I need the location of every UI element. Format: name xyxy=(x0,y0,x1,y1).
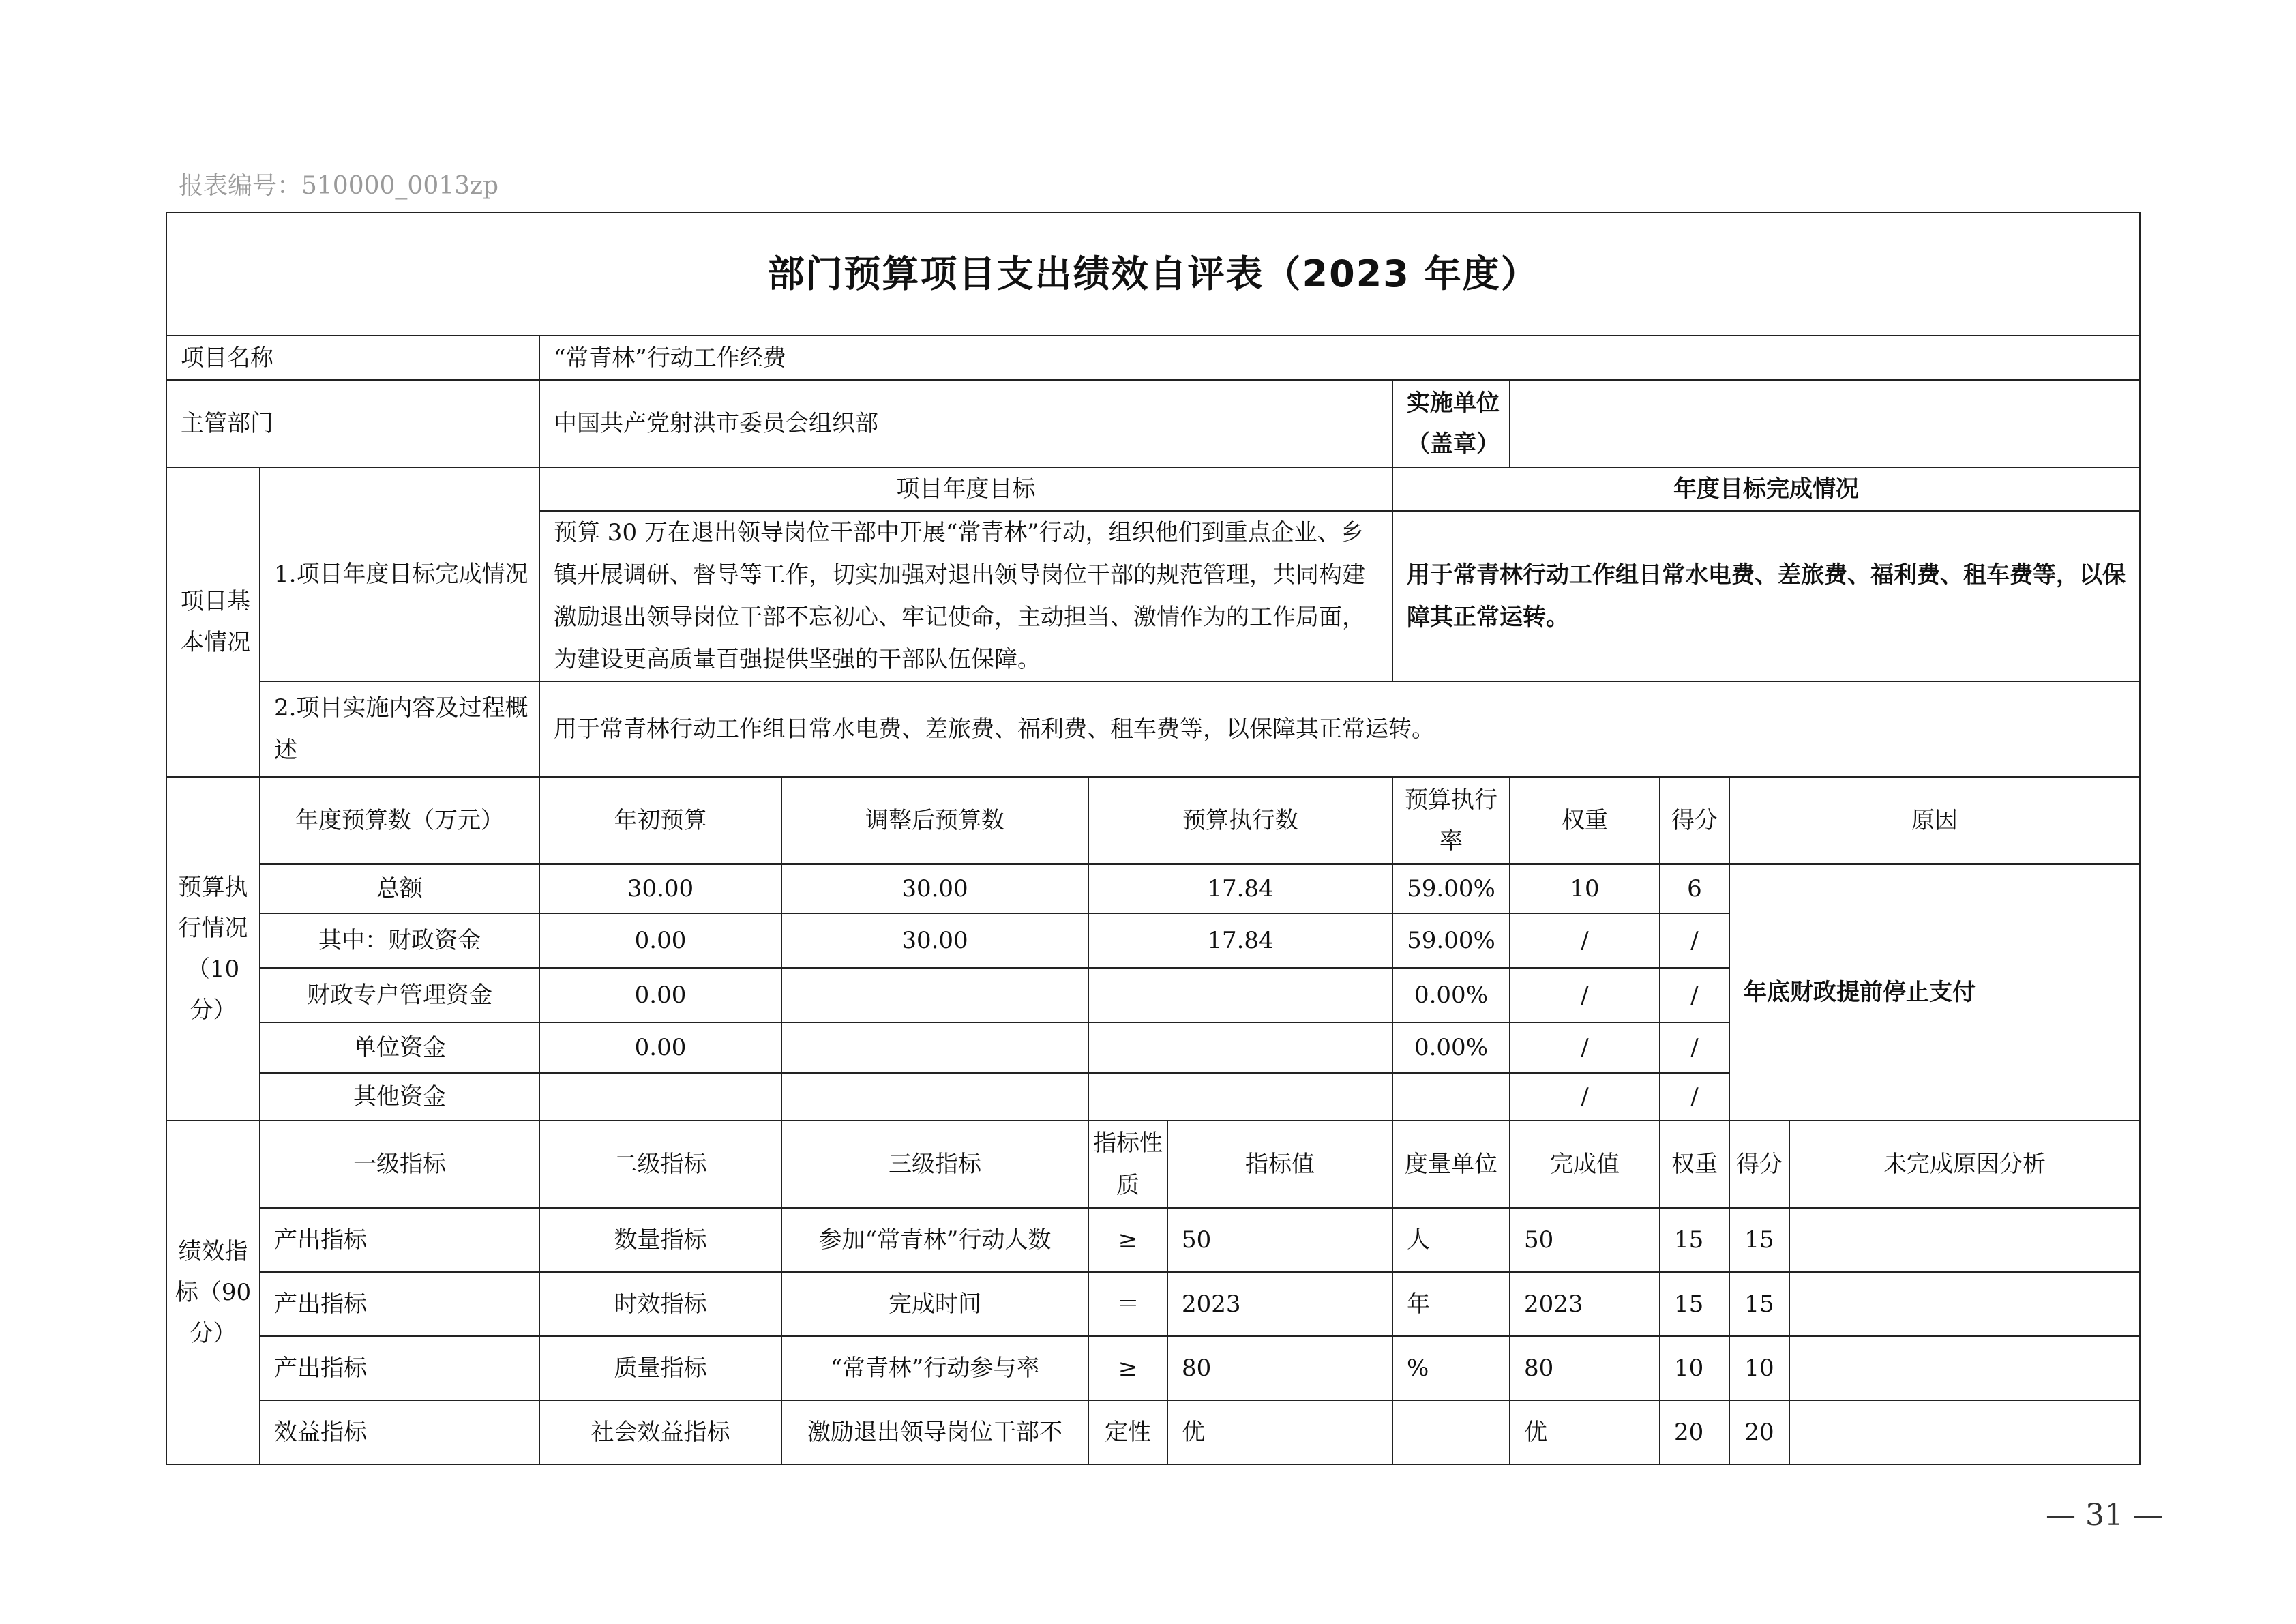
perf-row-done: 80 xyxy=(1510,1336,1660,1400)
budget-reason-value: 年底财政提前停止支付 xyxy=(1729,864,2140,1121)
budget-header-adjusted: 调整后预算数 xyxy=(781,777,1088,864)
perf-row-value: 80 xyxy=(1167,1336,1392,1400)
budget-row-score: / xyxy=(1660,968,1729,1022)
perf-row-nature: 定性 xyxy=(1088,1400,1167,1464)
budget-row-rate: 59.00% xyxy=(1392,913,1510,968)
perf-row-l2: 社会效益指标 xyxy=(539,1400,781,1464)
perf-row-nature: ≥ xyxy=(1088,1208,1167,1272)
budget-header-annual: 年度预算数（万元） xyxy=(260,777,539,864)
page-number: — 31 — xyxy=(2046,1498,2163,1533)
perf-header-done: 完成值 xyxy=(1510,1121,1660,1208)
perf-row-l1: 产出指标 xyxy=(260,1208,539,1272)
perf-row-score: 20 xyxy=(1729,1400,1789,1464)
perf-row-reason xyxy=(1789,1400,2140,1464)
report-number: 报表编号：510000_0013zp xyxy=(179,172,499,200)
perf-row-reason xyxy=(1789,1336,2140,1400)
budget-row-executed: 17.84 xyxy=(1088,913,1392,968)
implementing-unit-value xyxy=(1510,380,2140,467)
annual-target-header: 项目年度目标 xyxy=(539,467,1392,511)
perf-row-value: 优 xyxy=(1167,1400,1392,1464)
perf-row-l1: 效益指标 xyxy=(260,1400,539,1464)
perf-row-l3: 完成时间 xyxy=(781,1272,1088,1336)
budget-row-score: 6 xyxy=(1660,864,1729,913)
budget-row-name: 其中：财政资金 xyxy=(260,913,539,968)
budget-row-adjusted xyxy=(781,968,1088,1022)
perf-row-done: 50 xyxy=(1510,1208,1660,1272)
perf-row-unit: 人 xyxy=(1392,1208,1510,1272)
budget-row-weight: / xyxy=(1510,913,1660,968)
budget-header-reason: 原因 xyxy=(1729,777,2140,864)
budget-header-initial: 年初预算 xyxy=(539,777,781,864)
perf-header-weight: 权重 xyxy=(1660,1121,1729,1208)
perf-row-weight: 20 xyxy=(1660,1400,1729,1464)
perf-row-l2: 数量指标 xyxy=(539,1208,781,1272)
item1-label: 1.项目年度目标完成情况 xyxy=(260,467,539,681)
project-name-label: 项目名称 xyxy=(166,336,539,380)
department-value: 中国共产党射洪市委员会组织部 xyxy=(539,380,1392,467)
basic-situation-label: 项目基本情况 xyxy=(166,467,260,777)
budget-header-executed: 预算执行数 xyxy=(1088,777,1392,864)
budget-row-score: / xyxy=(1660,1073,1729,1121)
performance-label: 绩效指标（90分） xyxy=(166,1121,260,1464)
budget-header-score: 得分 xyxy=(1660,777,1729,864)
budget-row-weight: / xyxy=(1510,1022,1660,1073)
perf-header-reason: 未完成原因分析 xyxy=(1789,1121,2140,1208)
perf-row-l1: 产出指标 xyxy=(260,1336,539,1400)
perf-row-value: 50 xyxy=(1167,1208,1392,1272)
budget-row-initial: 30.00 xyxy=(539,864,781,913)
perf-row-nature: ≥ xyxy=(1088,1336,1167,1400)
budget-row-adjusted xyxy=(781,1022,1088,1073)
budget-row-executed xyxy=(1088,968,1392,1022)
budget-row-initial: 0.00 xyxy=(539,968,781,1022)
perf-row-weight: 15 xyxy=(1660,1272,1729,1336)
budget-row-initial: 0.00 xyxy=(539,913,781,968)
perf-row-l1: 产出指标 xyxy=(260,1272,539,1336)
perf-row-unit xyxy=(1392,1400,1510,1464)
budget-row-initial xyxy=(539,1073,781,1121)
perf-row-unit: 年 xyxy=(1392,1272,1510,1336)
budget-row-name: 单位资金 xyxy=(260,1022,539,1073)
perf-row-value: 2023 xyxy=(1167,1272,1392,1336)
target-completion-header: 年度目标完成情况 xyxy=(1392,467,2140,511)
perf-row-nature: ＝ xyxy=(1088,1272,1167,1336)
department-label: 主管部门 xyxy=(166,380,539,467)
item2-value: 用于常青林行动工作组日常水电费、差旅费、福利费、租车费等，以保障其正常运转。 xyxy=(539,681,2140,777)
budget-row-name: 财政专户管理资金 xyxy=(260,968,539,1022)
item1-completion-text: 用于常青林行动工作组日常水电费、差旅费、福利费、租车费等，以保障其正常运转。 xyxy=(1392,511,2140,681)
item1-target-text: 预算 30 万在退出领导岗位干部中开展“常青林”行动，组织他们到重点企业、乡镇开展调研、督导等工作，切实加强对退出领导岗位干部的规范管理，共同构建激励退出领导岗位干部不忘初心、牢记使命，主动担当、激情作为的工作局面，为建设更高质量百强提供坚强的干部队伍保障。 xyxy=(539,511,1392,681)
budget-header-rate: 预算执行率 xyxy=(1392,777,1510,864)
budget-row-executed xyxy=(1088,1022,1392,1073)
budget-row-score: / xyxy=(1660,913,1729,968)
perf-row-l2: 质量指标 xyxy=(539,1336,781,1400)
budget-row-adjusted: 30.00 xyxy=(781,864,1088,913)
budget-row-executed xyxy=(1088,1073,1392,1121)
budget-row-rate: 59.00% xyxy=(1392,864,1510,913)
budget-row-weight: / xyxy=(1510,968,1660,1022)
perf-row-l2: 时效指标 xyxy=(539,1272,781,1336)
perf-header-value: 指标值 xyxy=(1167,1121,1392,1208)
budget-row-initial: 0.00 xyxy=(539,1022,781,1073)
perf-header-l2: 二级指标 xyxy=(539,1121,781,1208)
budget-row-weight: 10 xyxy=(1510,864,1660,913)
form-title: 部门预算项目支出绩效自评表（2023 年度） xyxy=(166,213,2140,336)
budget-row-adjusted: 30.00 xyxy=(781,913,1088,968)
budget-row-rate: 0.00% xyxy=(1392,968,1510,1022)
perf-header-unit: 度量单位 xyxy=(1392,1121,1510,1208)
perf-row-score: 15 xyxy=(1729,1272,1789,1336)
project-name-value: “常青林”行动工作经费 xyxy=(539,336,2140,380)
perf-header-score: 得分 xyxy=(1729,1121,1789,1208)
item2-label: 2.项目实施内容及过程概述 xyxy=(260,681,539,777)
perf-row-l3: “常青林”行动参与率 xyxy=(781,1336,1088,1400)
budget-row-score: / xyxy=(1660,1022,1729,1073)
perf-row-l3: 激励退出领导岗位干部不 xyxy=(781,1400,1088,1464)
budget-row-executed: 17.84 xyxy=(1088,864,1392,913)
budget-row-adjusted xyxy=(781,1073,1088,1121)
budget-row-name: 其他资金 xyxy=(260,1073,539,1121)
evaluation-form xyxy=(166,212,2141,1465)
perf-row-score: 15 xyxy=(1729,1208,1789,1272)
perf-header-l1: 一级指标 xyxy=(260,1121,539,1208)
perf-header-nature: 指标性质 xyxy=(1088,1121,1167,1208)
perf-row-unit: % xyxy=(1392,1336,1510,1400)
budget-execution-label: 预算执行情况（10分） xyxy=(166,777,260,1121)
budget-row-name: 总额 xyxy=(260,864,539,913)
perf-row-l3: 参加“常青林”行动人数 xyxy=(781,1208,1088,1272)
budget-row-rate xyxy=(1392,1073,1510,1121)
budget-row-weight: / xyxy=(1510,1073,1660,1121)
perf-row-weight: 10 xyxy=(1660,1336,1729,1400)
budget-header-weight: 权重 xyxy=(1510,777,1660,864)
perf-header-l3: 三级指标 xyxy=(781,1121,1088,1208)
perf-row-done: 优 xyxy=(1510,1400,1660,1464)
perf-row-reason xyxy=(1789,1208,2140,1272)
budget-row-rate: 0.00% xyxy=(1392,1022,1510,1073)
perf-row-score: 10 xyxy=(1729,1336,1789,1400)
perf-row-weight: 15 xyxy=(1660,1208,1729,1272)
implementing-unit-label: 实施单位（盖章） xyxy=(1392,380,1510,467)
perf-row-done: 2023 xyxy=(1510,1272,1660,1336)
perf-row-reason xyxy=(1789,1272,2140,1336)
